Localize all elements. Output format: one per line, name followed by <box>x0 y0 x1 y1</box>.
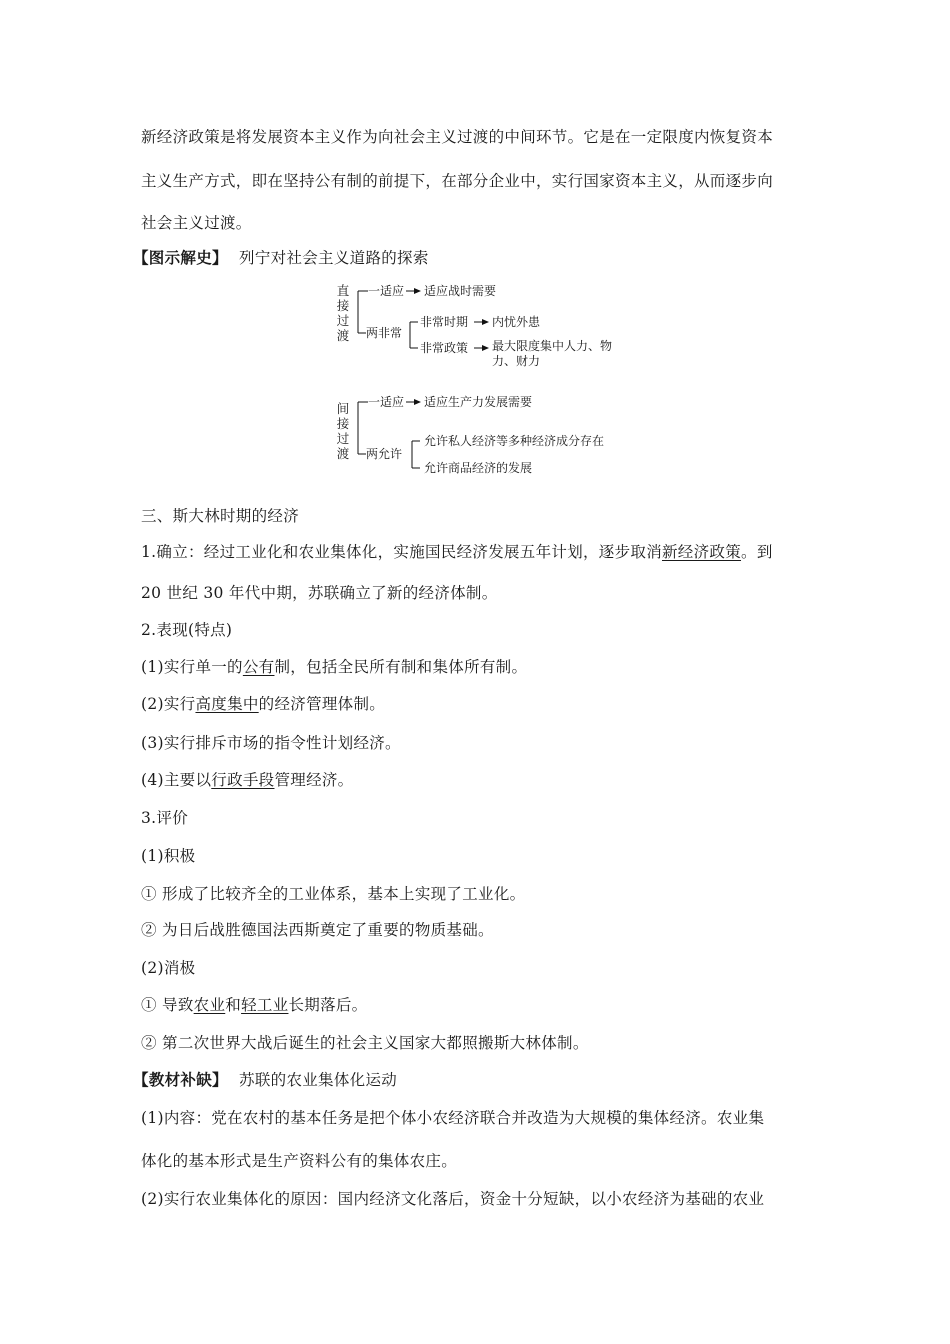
supplement-c2-line-1: (2)实行农业集体化的原因：国内经济文化落后，资金十分短缺，以小农经济为基础的农业 <box>141 1190 765 1208</box>
s3-t2-underlined: 高度集中 <box>195 695 259 713</box>
section3-title: 三、斯大林时期的经济 <box>141 507 300 525</box>
indirect-item-1: 允许私人经济等多种经济成分存在 <box>424 434 605 448</box>
s3-t2 <box>141 694 385 714</box>
direct-policy-label: 非常政策 <box>420 341 469 355</box>
s3-neg1-underlined-2: 轻工业 <box>241 996 289 1014</box>
supplement-c1-line-2: 体化的基本形式是生产资料公有的集体农庄。 <box>141 1152 458 1170</box>
s3-t2-a: (2)实行 <box>141 695 196 713</box>
indirect-adapt-target: 适应生产力发展需要 <box>424 395 533 409</box>
s3-p3: 3.评价 <box>141 809 188 827</box>
s3-pos-2: ② 为日后战胜德国法西斯奠定了重要的物质基础。 <box>141 921 494 939</box>
figure-heading-tag: 【图示解史】 <box>133 248 228 267</box>
supplement-title: 苏联的农业集体化运动 <box>239 1071 398 1089</box>
s3-t2-b: 的经济管理体制。 <box>258 695 386 713</box>
s3-p1-line-2: 20 世纪 30 年代中期，苏联确立了新的经济体制。 <box>141 584 498 602</box>
direct-policy-target-2: 力、财力 <box>492 354 541 368</box>
s3-neg1-underlined-1: 农业 <box>193 996 226 1014</box>
s3-t4 <box>141 770 353 790</box>
s3-p1-text-a: 1.确立：经过工业化和农业集体化，实施国民经济发展五年计划，逐步取消 <box>141 543 662 561</box>
s3-neg1-a: ① 导致 <box>141 996 194 1014</box>
indirect-label-char-4: 渡 <box>336 446 350 461</box>
direct-label-char-2: 接 <box>336 298 350 313</box>
supplement-c1-line-1: (1)内容：党在农村的基本任务是把个体小农经济联合并改造为大规模的集体经济。农业集 <box>141 1109 765 1127</box>
indirect-label-char-3: 过 <box>336 431 350 446</box>
indirect-adapt: 一适应 <box>368 395 405 409</box>
s3-neg-1 <box>141 995 367 1015</box>
s3-t1-underlined: 公有 <box>242 658 275 676</box>
s3-p1-text-b: 。到 <box>741 543 773 561</box>
s3-neg: (2)消极 <box>141 959 196 977</box>
indirect-label-char-1: 间 <box>336 401 350 416</box>
indirect-item-2: 允许商品经济的发展 <box>424 461 533 475</box>
s3-t4-underlined: 行政手段 <box>211 771 275 789</box>
s3-t3: (3)实行排斥市场的指令性计划经济。 <box>141 734 401 752</box>
direct-adapt-target: 适应战时需要 <box>424 284 497 298</box>
s3-neg1-b: 长期落后。 <box>288 996 368 1014</box>
direct-label-char-3: 过 <box>336 313 350 328</box>
s3-p1-underlined: 新经济政策 <box>662 543 742 561</box>
s3-t4-a: (4)主要以 <box>141 771 212 789</box>
supplement-heading <box>133 1070 397 1090</box>
direct-period-target: 内忧外患 <box>492 315 541 329</box>
s3-p2: 2.表现(特点) <box>141 621 233 639</box>
s3-t1 <box>141 657 527 677</box>
direct-two: 两非常 <box>366 326 403 340</box>
direct-label-char-4: 渡 <box>336 328 350 343</box>
direct-policy-target-1: 最大限度集中人力、物 <box>492 339 613 353</box>
s3-neg-2: ② 第二次世界大战后诞生的社会主义国家大都照搬斯大林体制。 <box>141 1034 589 1052</box>
supplement-tag: 【教材补缺】 <box>133 1070 228 1089</box>
s3-t1-a: (1)实行单一的 <box>141 658 243 676</box>
s3-pos: (1)积极 <box>141 847 196 865</box>
s3-t4-b: 管理经济。 <box>274 771 354 789</box>
intro-line-3: 社会主义过渡。 <box>141 214 252 232</box>
s3-neg1-m: 和 <box>225 996 242 1014</box>
s3-pos-1: ① 形成了比较齐全的工业体系，基本上实现了工业化。 <box>141 885 526 903</box>
figure-heading-title: 列宁对社会主义道路的探索 <box>239 249 429 267</box>
direct-period-label: 非常时期 <box>420 315 469 329</box>
indirect-label-char-2: 接 <box>336 416 350 431</box>
indirect-two: 两允许 <box>366 447 403 461</box>
intro-line-1: 新经济政策是将发展资本主义作为向社会主义过渡的中间环节。它是在一定限度内恢复资本 <box>141 128 774 146</box>
s3-t1-b: 制，包括全民所有制和集体所有制。 <box>274 658 528 676</box>
direct-label-char-1: 直 <box>336 283 350 298</box>
s3-p1-line-1 <box>141 542 773 562</box>
intro-line-2: 主义生产方式，即在坚持公有制的前提下，在部分企业中，实行国家资本主义，从而逐步向 <box>141 172 774 190</box>
direct-adapt: 一适应 <box>368 284 405 298</box>
